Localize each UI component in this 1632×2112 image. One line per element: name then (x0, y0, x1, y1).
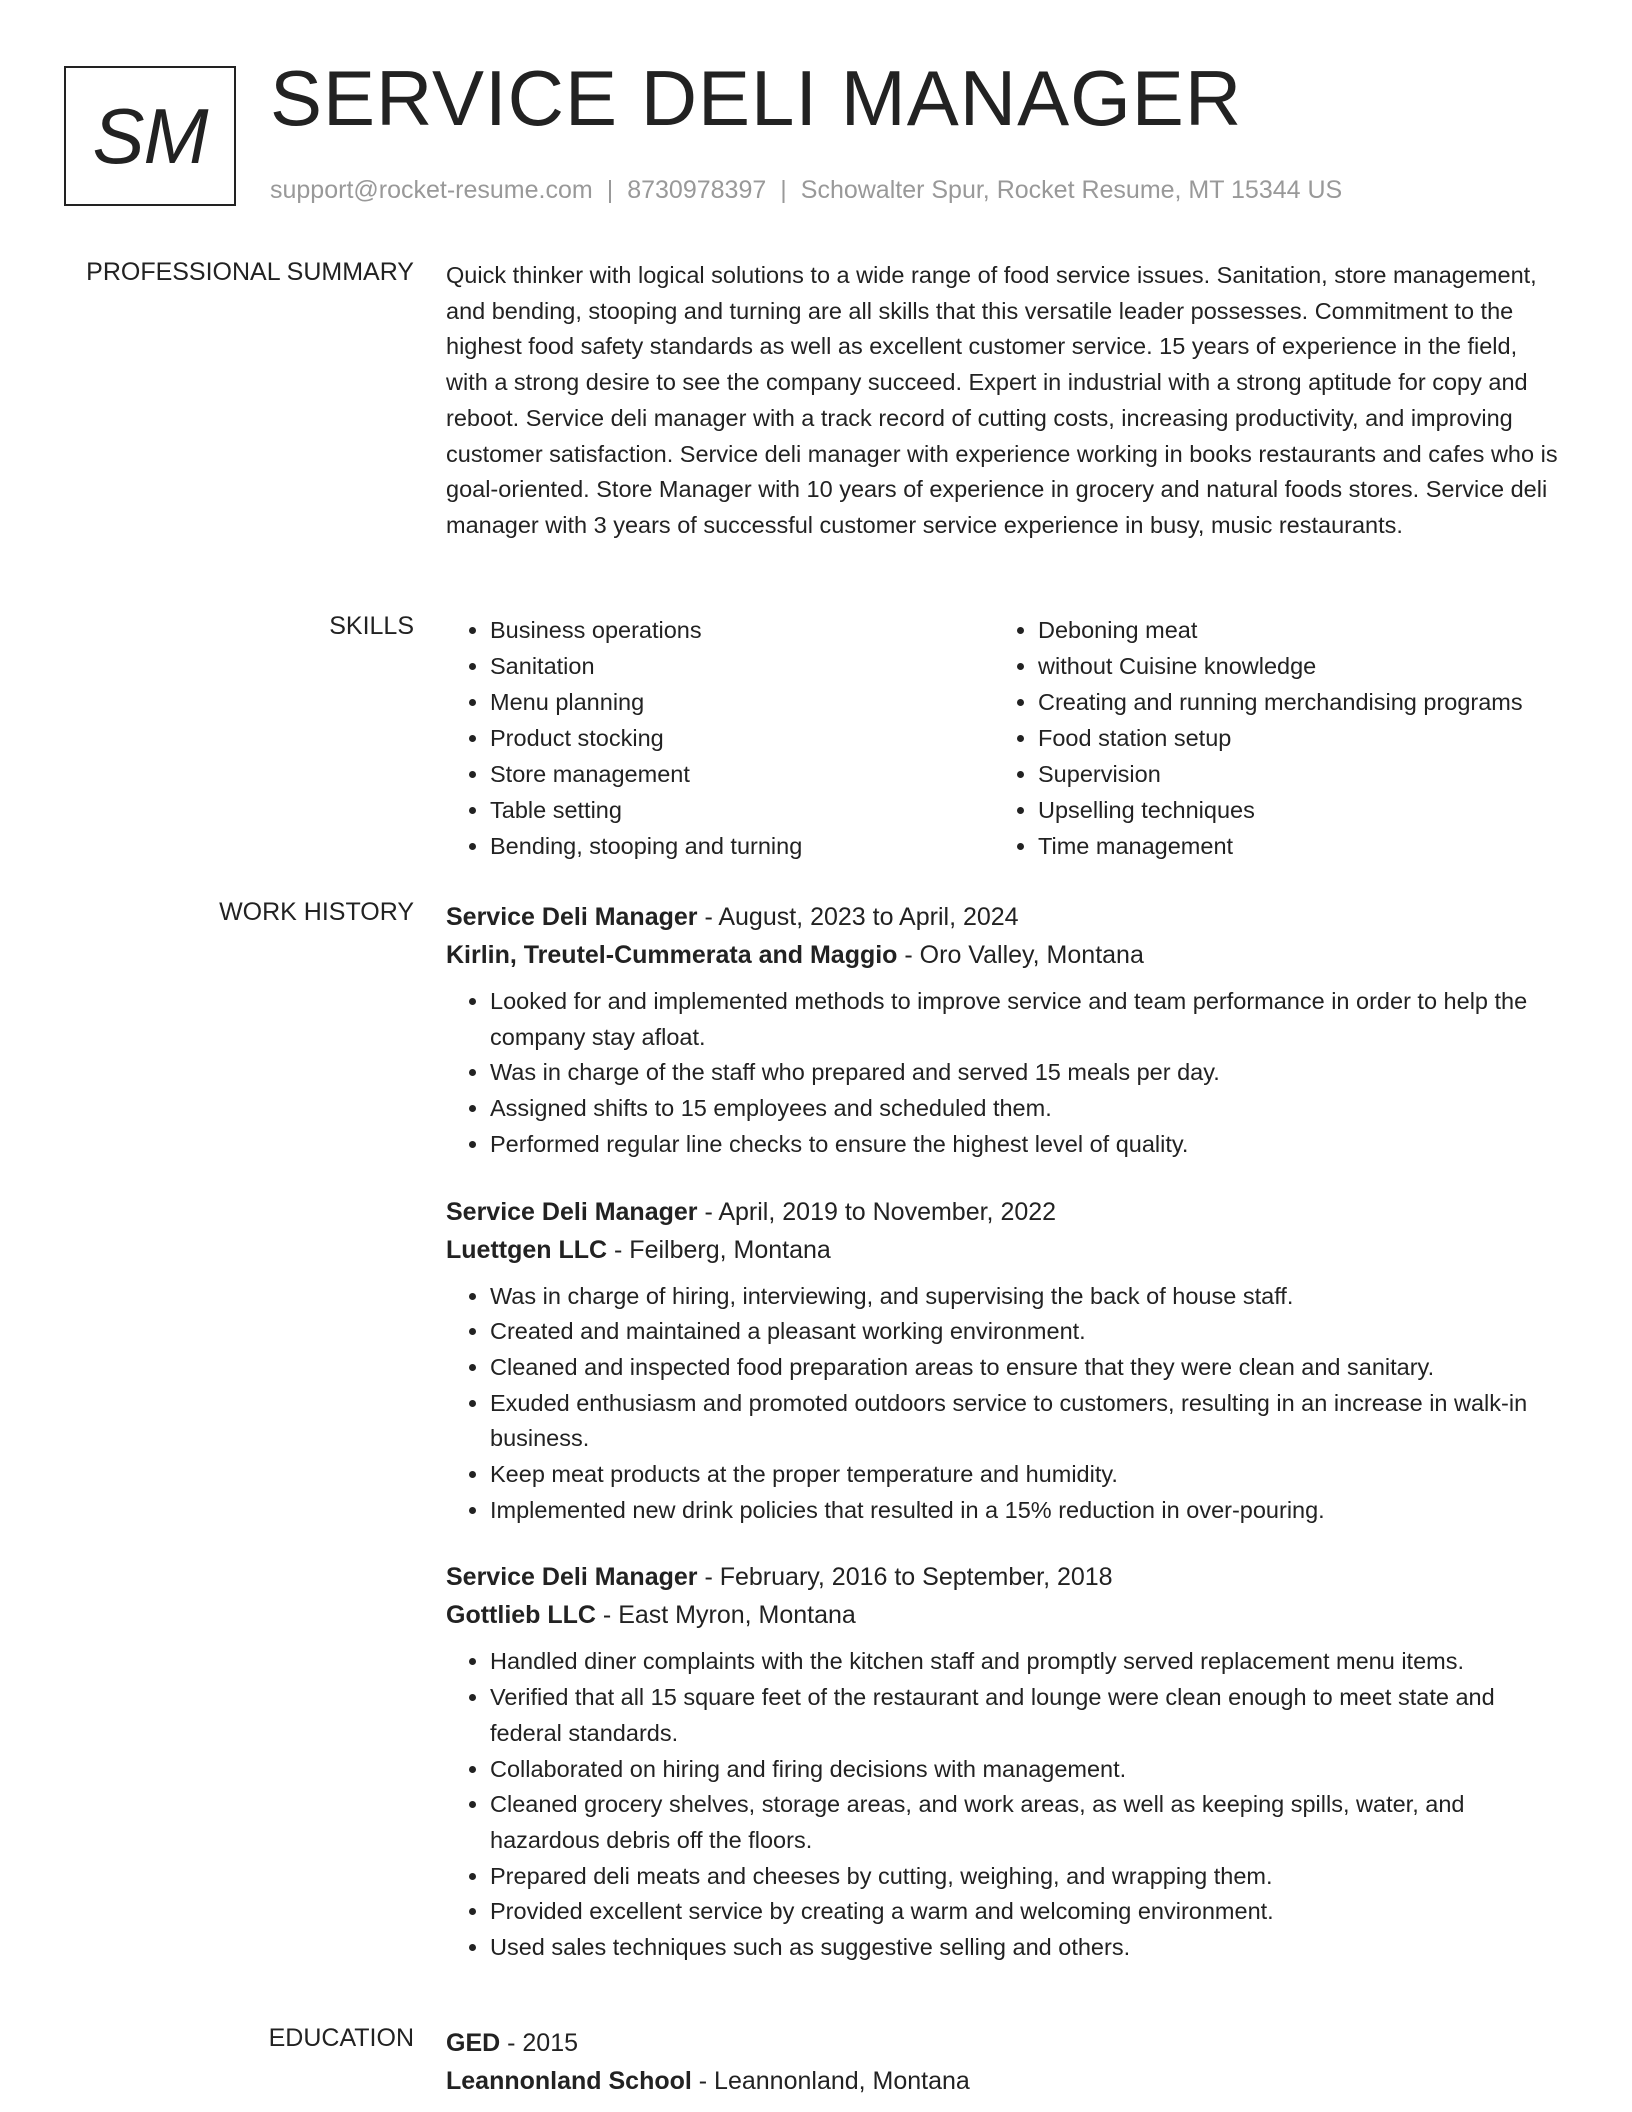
job-dates: - August, 2023 to April, 2024 (697, 903, 1019, 931)
job-bullet: • Used sales techniques such as suggestive selling and others. (490, 1930, 1561, 1966)
skill-item: • Store management (490, 756, 994, 792)
job-title-line (446, 1193, 1561, 1231)
job-location: - Oro Valley, Montana (897, 941, 1144, 969)
job-dates: - February, 2016 to September, 2018 (697, 1563, 1113, 1592)
job-entry (446, 1193, 1561, 1529)
job-bullet: • Implemented new drink policies that resulted in a 15% reduction in over-pouring. (490, 1493, 1561, 1529)
summary-label: PROFESSIONAL SUMMARY (86, 258, 414, 286)
job-title: Service Deli Manager (446, 903, 698, 931)
job-bullet: • Keep meat products at the proper temperature and humidity. (490, 1457, 1561, 1493)
summary-body (446, 258, 1561, 544)
job-bullet: • Handled diner complaints with the kitchen staff and promptly served replacement menu items. (490, 1644, 1561, 1680)
education-body (446, 2024, 1561, 2100)
skills-label: SKILLS (329, 612, 414, 640)
skills-columns (446, 612, 1561, 864)
job-title: Service Deli Manager (446, 1197, 698, 1226)
education-degree: GED (446, 2029, 501, 2057)
job-company: Kirlin, Treutel-Cummerata and Maggio (446, 941, 898, 969)
job-title: Service Deli Manager (446, 1563, 698, 1592)
job-company-line (446, 936, 1561, 974)
job-company: Luettgen LLC (446, 1235, 608, 1264)
contact-phone: 8730978397 (627, 176, 767, 204)
job-title-line (446, 898, 1561, 936)
skill-item: • Business operations (490, 612, 994, 648)
contact-line (270, 176, 1342, 205)
job-dates: - April, 2019 to November, 2022 (697, 1197, 1057, 1226)
skill-item: • Table setting (490, 792, 994, 828)
resume-title: SERVICE DELI MANAGER (270, 54, 1243, 142)
skill-item: • Bending, stooping and turning (490, 828, 994, 864)
job-bullet: • Was in charge of the staff who prepared and served 15 meals per day. (490, 1055, 1561, 1091)
skill-item: • Deboning meat (1038, 612, 1542, 648)
job-bullet: • Exuded enthusiasm and promoted outdoors service to customers, resulting in an increase in walk-in business. (490, 1386, 1561, 1457)
work-history-label: WORK HISTORY (219, 898, 414, 926)
job-bullet: • Cleaned grocery shelves, storage areas, and work areas, as well as keeping spills, water, and hazardous debris off the floors. (490, 1787, 1561, 1858)
summary-text: Quick thinker with logical solutions to a wide range of food service issues. Sanitation, store management, and bending, stooping and turning are all skills that this versatile leader possesses. Commitment to the highest food safety standards as well as excellent customer service. 15 years of experience in the field, with a strong desire to see the company succeed. Expert in industrial with a strong aptitude for copy and reboot. Service deli manager with a track record of cutting costs, increasing productivity, and improving customer satisfaction. Service deli manager with experience working in books restaurants and cafes who is goal-oriented. Store Manager with 10 years of experience in grocery and natural foods stores. Service deli manager with 3 years of successful customer service experience in busy, music restaurants. (446, 262, 1558, 538)
job-bullet: • Verified that all 15 square feet of the restaurant and lounge were clean enough to meet state and federal standards. (490, 1680, 1561, 1751)
skill-item: • Creating and running merchandising programs (1038, 684, 1542, 720)
job-bullet: • Performed regular line checks to ensure the highest level of quality. (490, 1127, 1561, 1163)
work-history-body (446, 898, 1561, 1996)
education-location: - Leannonland, Montana (691, 2067, 970, 2095)
skill-item: • Product stocking (490, 720, 994, 756)
job-location: - Feilberg, Montana (607, 1235, 831, 1264)
job-entry (446, 898, 1561, 1163)
skills-body (446, 612, 1561, 864)
skills-column-left (446, 612, 994, 864)
job-bullet: • Was in charge of hiring, interviewing, and supervising the back of house staff. (490, 1279, 1561, 1315)
job-entry (446, 1558, 1561, 1965)
skill-item: • Menu planning (490, 684, 994, 720)
job-company-line (446, 1231, 1561, 1269)
job-location: - East Myron, Montana (595, 1601, 856, 1630)
skill-item: • Supervision (1038, 756, 1542, 792)
contact-email: support@rocket-resume.com (270, 176, 593, 204)
education-label: EDUCATION (268, 2024, 414, 2052)
education-school-line (446, 2062, 1561, 2100)
education-degree-line (446, 2024, 1561, 2062)
education-year: - 2015 (500, 2029, 579, 2057)
initials-monogram: SM (64, 66, 236, 206)
job-bullet: • Cleaned and inspected food preparation areas to ensure that they were clean and sanitary. (490, 1350, 1561, 1386)
job-bullet: • Provided excellent service by creating a warm and welcoming environment. (490, 1894, 1561, 1930)
skill-item: • Food station setup (1038, 720, 1542, 756)
skill-item: • Time management (1038, 828, 1542, 864)
skill-item: • without Cuisine knowledge (1038, 648, 1542, 684)
contact-separator: | (780, 176, 787, 204)
job-bullet: • Prepared deli meats and cheeses by cutting, weighing, and wrapping them. (490, 1859, 1561, 1895)
job-bullet: • Created and maintained a pleasant working environment. (490, 1314, 1561, 1350)
education-school: Leannonland School (446, 2067, 692, 2095)
job-title-line (446, 1558, 1561, 1596)
skills-column-right (994, 612, 1542, 864)
skill-item: • Upselling techniques (1038, 792, 1542, 828)
job-bullet: • Looked for and implemented methods to improve service and team performance in order to help the company stay afloat. (490, 984, 1561, 1055)
skill-item: • Sanitation (490, 648, 994, 684)
job-company: Gottlieb LLC (446, 1601, 596, 1630)
job-company-line (446, 1596, 1561, 1634)
contact-address: Schowalter Spur, Rocket Resume, MT 15344 US (800, 176, 1343, 204)
job-bullet: • Collaborated on hiring and firing decisions with management. (490, 1752, 1561, 1788)
job-bullet: • Assigned shifts to 15 employees and scheduled them. (490, 1091, 1561, 1127)
contact-separator: | (606, 176, 614, 204)
